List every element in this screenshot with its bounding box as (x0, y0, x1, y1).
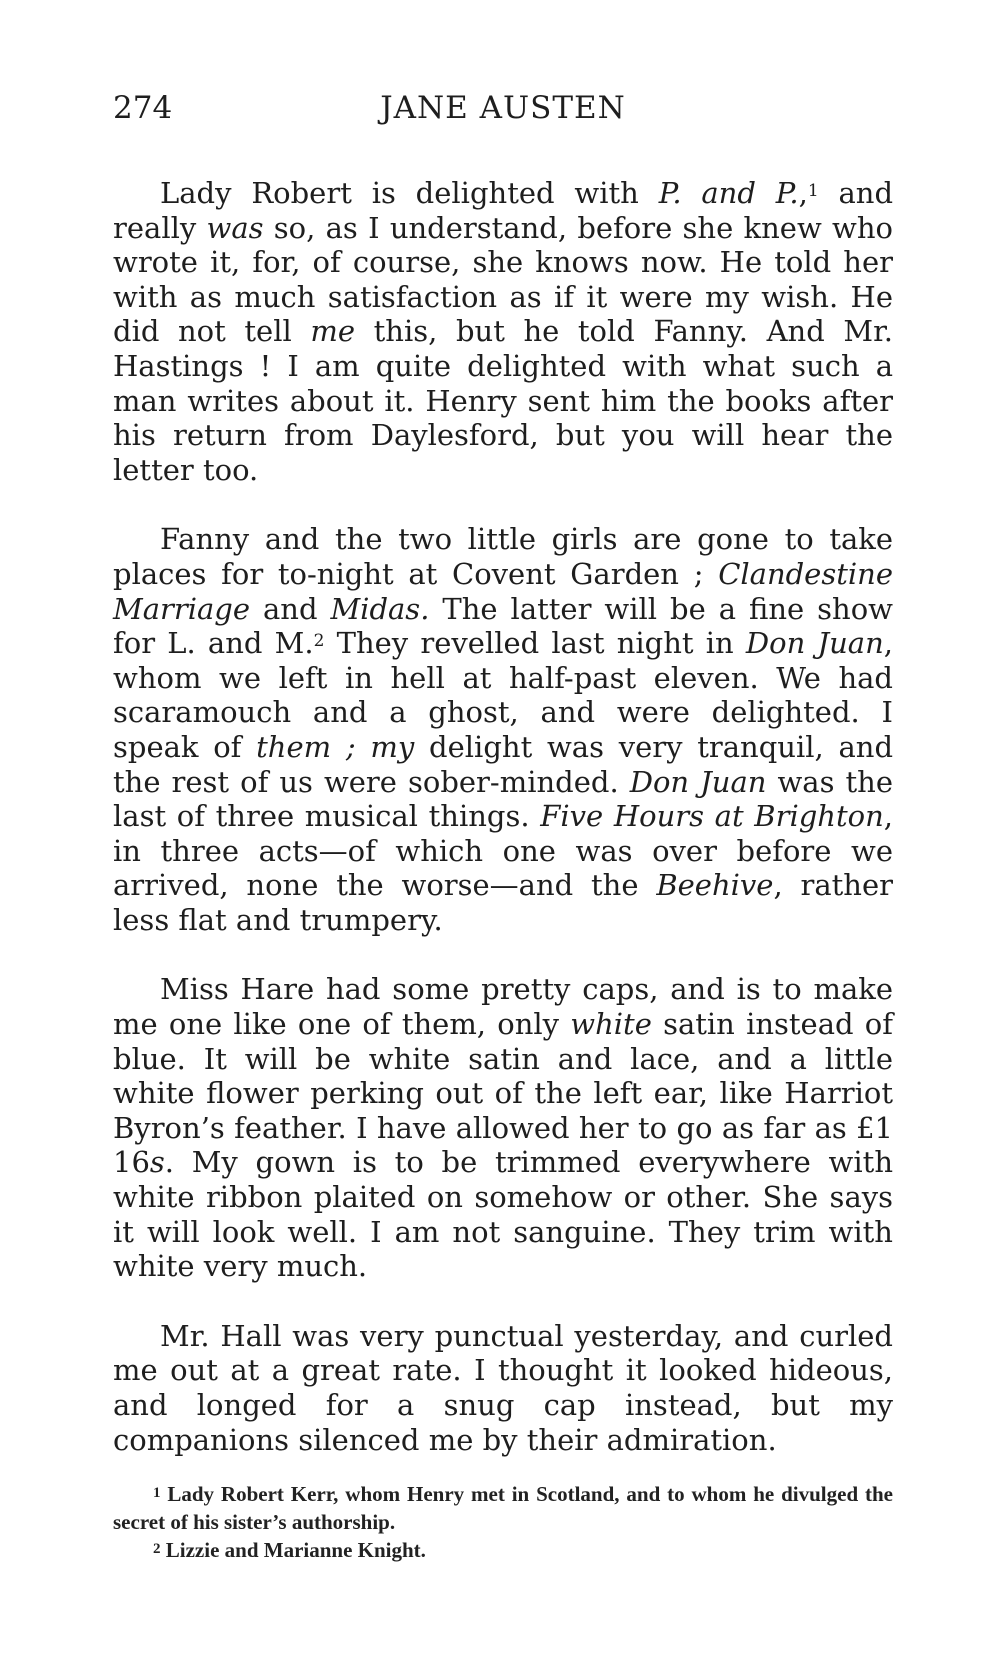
paragraph-1 (113, 176, 893, 487)
footnote-2 (113, 1536, 893, 1564)
footnote-text: Lizzie and Marianne Knight. (160, 1538, 426, 1562)
italic-run: Five Hours at Brighton (540, 799, 884, 834)
italic-run: me (310, 314, 356, 349)
italic-run: was (206, 210, 264, 245)
text-run: was the last of three musical things. (113, 764, 893, 834)
page-header (113, 88, 893, 138)
paragraph-2 (113, 522, 893, 937)
body-text (113, 176, 893, 1492)
text-run: and really (113, 176, 894, 245)
italic-run: Clandestine Marriage (113, 556, 893, 626)
footnote-ref-2: 2 (313, 631, 325, 652)
footnote-text: Lady Robert Kerr, whom Henry met in Scotland, and to whom he divulged the secret of his sister’s authorship. (113, 1482, 893, 1534)
text-run: The latter will be a fine show for L. and M. (113, 591, 894, 661)
text-run: They revelled last night in (324, 626, 746, 661)
footnotes (113, 1480, 893, 1564)
page-number: 274 (113, 90, 173, 126)
footnote-ref-1: 1 (807, 181, 819, 201)
text-run: , whom we left in hell at half-past eleven. We had scaramouch and a ghost, and were delighted. I speak of (113, 626, 893, 764)
italic-run: Don Juan (745, 626, 884, 661)
text-run: , in three acts—of which one was over before we arrived, none the worse—and the (113, 799, 893, 903)
paragraph-3 (113, 972, 893, 1283)
italic-run: them ; (256, 729, 356, 764)
text-run: satin instead of blue. It will be white satin and lace, and a little white flower perking out of the left ear, like Harriot Byron’s feather. I have allowed her to go as far as £1 16 (113, 1007, 893, 1180)
footnote-marker: 1 (153, 1485, 161, 1501)
italic-run: Midas. (330, 591, 430, 626)
text-run: Mr. Hall was very punctual yesterday, and curled me out at a great rate. I thought it looked hideous, and longed for a snug cap instead, but my companions silenced me by their admiration. (113, 1318, 893, 1457)
text-run (356, 730, 371, 764)
italic-run: Beehive (656, 868, 774, 903)
footnote-1 (113, 1480, 893, 1536)
text-run: , rather less flat and trumpery. (113, 868, 893, 937)
italic-run: s (149, 1145, 165, 1180)
text-run: this, but he told Fanny. And Mr. Hastings ! I am quite delighted with what such a man writes about it. Henry sent him the books after his return from Daylesford, but you will hear the letter too. (113, 314, 893, 487)
text-run: , (798, 176, 808, 210)
italic-run: Don Juan (629, 764, 767, 799)
text-run: Fanny and the two little girls are gone to take places for to-night at Covent Garden ; (113, 522, 893, 591)
text-run: so, as I understand, before she knew who wrote it, for, of course, she knows now. He told her with as much satisfaction as if it were my wish. He did not tell (113, 210, 893, 349)
text-run: delight was very tranquil, and the rest of us were sober-minded. (113, 729, 894, 799)
text-run: and (250, 591, 331, 626)
text-run: Lady Robert is delighted with (160, 176, 659, 210)
italic-run: my (370, 729, 415, 764)
paragraph-4 (113, 1319, 893, 1457)
text-run: Miss Hare had some pretty caps, and is to make me one like one of them, only (113, 972, 893, 1042)
running-head: JANE AUSTEN (380, 90, 626, 126)
italic-run: P. and P. (658, 176, 799, 210)
footnote-marker: 2 (153, 1541, 161, 1557)
italic-run: white (570, 1007, 652, 1042)
text-run: . My gown is to be trimmed everywhere with white ribbon plaited on somehow or other. She says it will look well. I am not sanguine. They trim with white very much. (113, 1145, 893, 1284)
